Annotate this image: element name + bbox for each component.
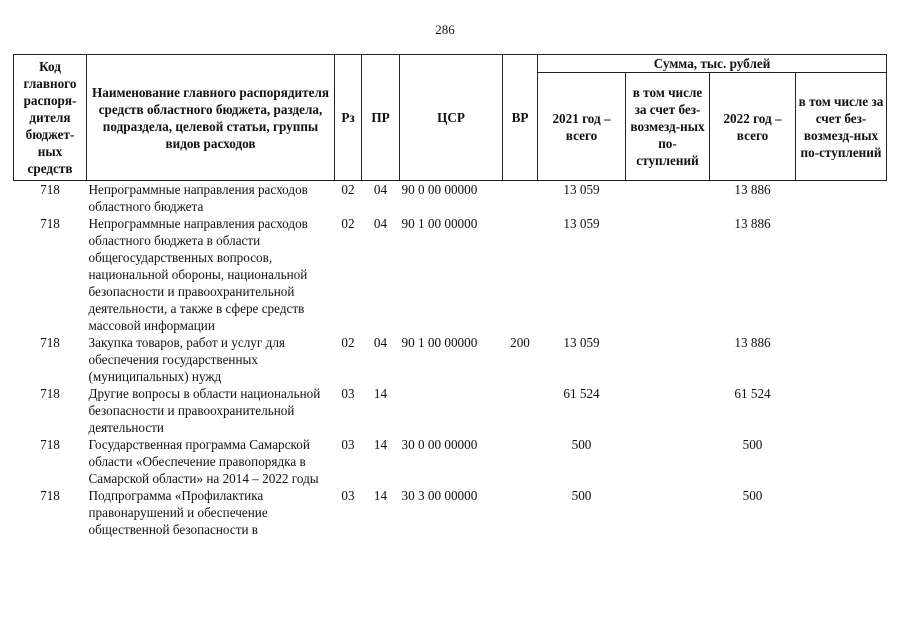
cell-pr: 04 [373, 216, 388, 231]
cell-rz: 02 [341, 182, 355, 197]
cell-rz: 03 [341, 488, 355, 503]
budget-table [13, 54, 887, 538]
table-header [14, 55, 887, 181]
cell-code: 718 [40, 182, 60, 197]
cell-rz: 02 [341, 335, 355, 350]
cell-gratuitous-2022 [796, 385, 887, 436]
header-2022-total: 2022 год – всего [710, 73, 796, 181]
header-pr: ПР [362, 55, 400, 181]
header-2021-gratuitous: в том числе за счет без-возмезд-ных по-ступлений [626, 73, 710, 181]
page-number: 286 [435, 22, 455, 37]
cell-csr: 90 1 00 00000 [401, 216, 478, 231]
cell-gratuitous-2021 [626, 487, 710, 538]
table-row [14, 334, 887, 385]
cell-name: Непрограммные направления расходов областного бюджета [88, 182, 308, 214]
cell-sum-2022: 13 886 [734, 216, 771, 231]
table-body [14, 181, 887, 539]
cell-gratuitous-2022 [796, 215, 887, 334]
cell-sum-2022: 13 886 [734, 182, 771, 197]
cell-gratuitous-2022 [796, 334, 887, 385]
table-row [14, 436, 887, 487]
header-vr: ВР [503, 55, 538, 181]
cell-name: Другие вопросы в области национальной безопасности и правоохранительной деятельности [88, 386, 321, 435]
cell-vr [503, 487, 538, 538]
cell-sum-2022: 61 524 [734, 386, 771, 401]
cell-gratuitous-2021 [626, 181, 710, 216]
header-code: Код главного распоря-дителя бюджет-ных средств [14, 55, 87, 181]
cell-pr: 04 [373, 335, 388, 350]
cell-gratuitous-2021 [626, 334, 710, 385]
cell-sum-2021: 61 524 [563, 386, 600, 401]
cell-csr [400, 385, 503, 436]
cell-code: 718 [40, 335, 60, 350]
cell-code: 718 [40, 437, 60, 452]
cell-rz: 03 [341, 437, 355, 452]
header-name: Наименование главного распорядителя средств областного бюджета, раздела, подраздела, целевой статьи, группы видов расходов [87, 55, 335, 181]
cell-code: 718 [40, 216, 60, 231]
cell-gratuitous-2021 [626, 436, 710, 487]
header-rz: Рз [335, 55, 362, 181]
cell-name: Подпрограмма «Профилактика правонарушений и обеспечение общественной безопасности в [88, 488, 268, 537]
cell-sum-2021: 500 [571, 437, 592, 452]
cell-vr [503, 215, 538, 334]
cell-gratuitous-2021 [626, 385, 710, 436]
table-row [14, 487, 887, 538]
cell-sum-2021: 13 059 [563, 335, 600, 350]
cell-rz: 03 [341, 386, 355, 401]
cell-name: Закупка товаров, работ и услуг для обеспечения государственных (муниципальных) нужд [88, 335, 285, 384]
cell-vr: 200 [510, 335, 530, 350]
cell-vr [503, 436, 538, 487]
header-sum: Сумма, тыс. рублей [538, 55, 887, 73]
cell-vr [503, 385, 538, 436]
cell-pr: 04 [373, 182, 388, 197]
cell-pr: 14 [373, 437, 388, 452]
cell-code: 718 [40, 488, 60, 503]
cell-pr: 14 [373, 386, 388, 401]
cell-csr: 90 0 00 00000 [401, 182, 478, 197]
cell-gratuitous-2022 [796, 436, 887, 487]
cell-vr [503, 181, 538, 216]
table-row [14, 215, 887, 334]
cell-sum-2021: 13 059 [563, 182, 600, 197]
cell-sum-2021: 13 059 [563, 216, 600, 231]
cell-csr: 90 1 00 00000 [401, 335, 478, 350]
cell-rz: 02 [341, 216, 355, 231]
cell-code: 718 [40, 386, 60, 401]
table-row [14, 181, 887, 216]
cell-csr: 30 0 00 00000 [401, 437, 478, 452]
cell-gratuitous-2022 [796, 181, 887, 216]
cell-gratuitous-2021 [626, 215, 710, 334]
cell-name: Государственная программа Самарской области «Обеспечение правопорядка в Самарской области» на 2014 – 2022 годы [88, 437, 319, 486]
cell-csr: 30 3 00 00000 [401, 488, 478, 503]
cell-sum-2022: 500 [742, 437, 763, 452]
cell-name: Непрограммные направления расходов областного бюджета в области общегосударственных вопросов, национальной обороны, национальной безопасности и правоохранительной деятельности, а также в сфере средств массовой информации [88, 216, 308, 333]
cell-sum-2021: 500 [571, 488, 592, 503]
cell-sum-2022: 500 [742, 488, 763, 503]
cell-gratuitous-2022 [796, 487, 887, 538]
cell-sum-2022: 13 886 [734, 335, 771, 350]
header-2022-gratuitous: в том числе за счет без-возмезд-ных по-ступлений [796, 73, 887, 181]
cell-pr: 14 [373, 488, 388, 503]
header-2021-total: 2021 год – всего [538, 73, 626, 181]
header-csr: ЦСР [400, 55, 503, 181]
table-row [14, 385, 887, 436]
